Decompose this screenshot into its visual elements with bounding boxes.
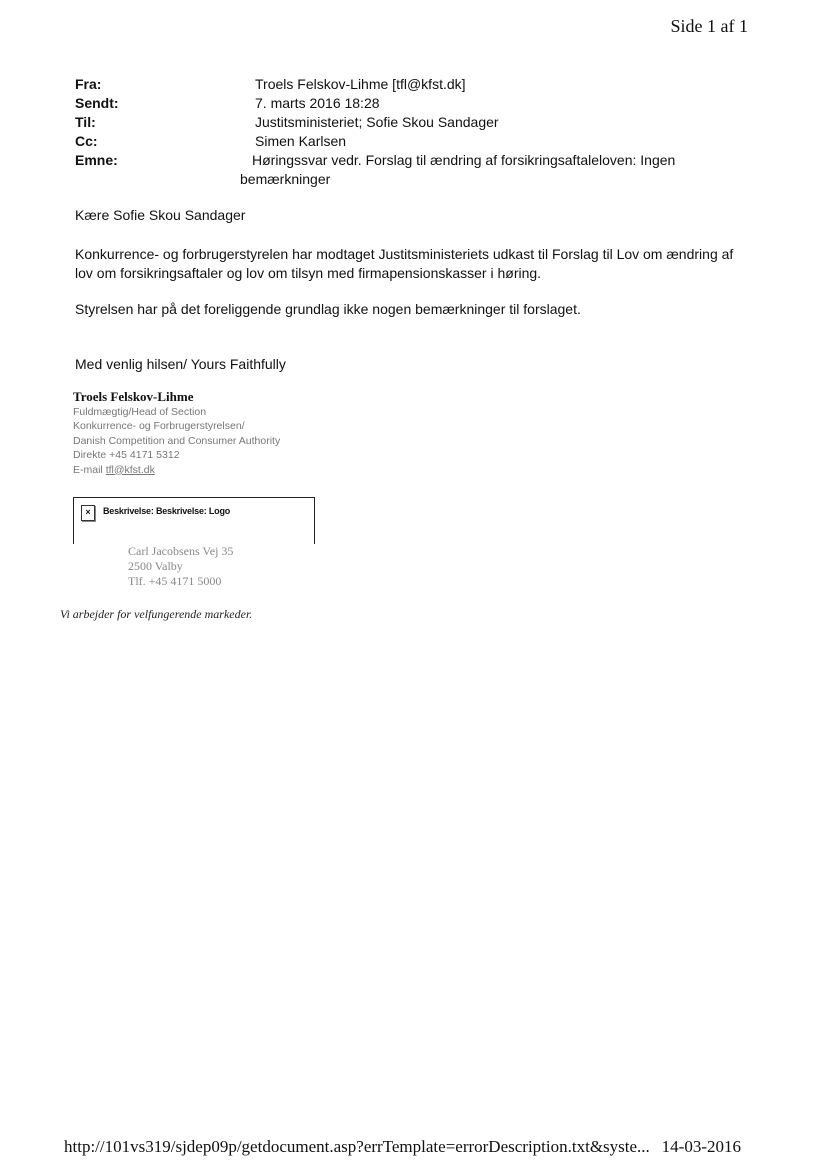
subject-value-continued: bemærkninger xyxy=(240,171,331,187)
footer-date: 14-03-2016 xyxy=(661,1137,741,1156)
signature-name: Troels Felskov-Lihme xyxy=(73,389,194,404)
signature-title: Fuldmægtig/Head of Section xyxy=(73,405,207,418)
subject-value: Høringssvar vedr. Forslag til ændring af forsikringsaftaleloven: Ingen xyxy=(252,152,676,168)
from-value: Troels Felskov-Lihme [tfl@kfst.dk] xyxy=(255,76,466,92)
signature-direct-phone: Direkte +45 4171 5312 xyxy=(73,449,180,461)
signature-org-en: Danish Competition and Consumer Authority xyxy=(73,434,281,447)
subject-row xyxy=(75,152,755,171)
email-link[interactable]: tfl@kfst.dk xyxy=(105,463,155,476)
cc-value: Simen Karlsen xyxy=(255,133,347,149)
cc-row xyxy=(75,133,755,152)
subject-label: Emne: xyxy=(75,152,118,168)
to-row xyxy=(75,114,755,133)
sent-value: 7. marts 2016 18:28 xyxy=(255,95,380,111)
from-row xyxy=(75,76,755,95)
cc-label: Cc: xyxy=(75,133,98,149)
logo-alt-text: Beskrivelse: Beskrivelse: Logo xyxy=(103,506,231,516)
email-header xyxy=(75,76,755,187)
email-label: E-mail xyxy=(73,463,103,476)
logo-placeholder xyxy=(73,497,315,544)
from-label: Fra: xyxy=(75,76,102,92)
address-phone: Tlf. +45 4171 5000 xyxy=(128,574,222,588)
signature-email-row xyxy=(73,463,280,478)
page-number: Side 1 af 1 xyxy=(670,16,748,36)
to-value: Justitsministeriet; Sofie Skou Sandager xyxy=(255,114,499,130)
tagline: Vi arbejder for velfungerende markeder. xyxy=(60,607,253,621)
to-label: Til: xyxy=(75,114,96,130)
signature-block xyxy=(73,390,280,477)
closing: Med venlig hilsen/ Yours Faithfully xyxy=(75,356,286,372)
footer-url: http://101vs319/sjdep09p/getdocument.asp?errTemplate=errorDescription.txt&syste... xyxy=(64,1137,650,1156)
body-paragraph-1: Konkurrence- og forbrugerstyrelen har modtaget Justitsministeriets udkast til Forslag til Lov om ændring af lov om forsikringsaftaler og lov om tilsyn med firmapensionskasser i høring. xyxy=(75,246,734,281)
sent-label: Sendt: xyxy=(75,95,119,111)
sent-row xyxy=(75,95,755,114)
address-street: Carl Jacobsens Vej 35 xyxy=(128,544,234,558)
broken-image-icon: × xyxy=(81,505,95,521)
body-paragraph-2: Styrelsen har på det foreliggende grundlag ikke nogen bemærkninger til forslaget. xyxy=(75,301,581,317)
signature-org-da: Konkurrence- og Forbrugerstyrelsen/ xyxy=(73,420,245,432)
address-city: 2500 Valby xyxy=(128,559,183,573)
greeting: Kære Sofie Skou Sandager xyxy=(75,207,246,223)
address-block xyxy=(128,544,233,589)
